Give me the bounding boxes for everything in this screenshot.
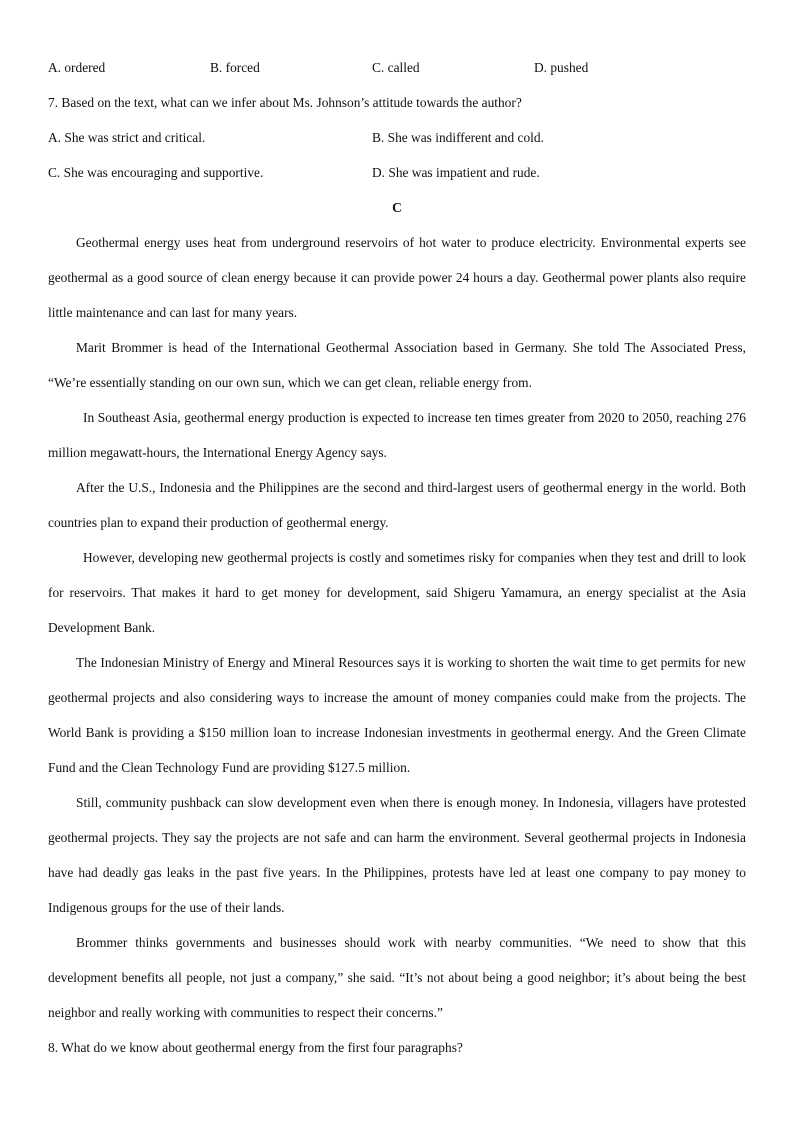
- q6-option-c: C. called: [372, 59, 420, 75]
- passage-paragraph: The Indonesian Ministry of Energy and Mineral Resources says it is working to shorten the wait time to get permits for new geothermal projects and also considering ways to increase the amount of money companies could make from the projects. The World Bank is providing a $150 million loan to increase Indonesian investments in geothermal energy. And the Green Climate Fund and the Clean Technology Fund are providing $127.5 million.: [48, 655, 746, 775]
- section-label: C: [392, 199, 402, 215]
- question-6-options: [48, 50, 746, 85]
- question-7-stem: 7. Based on the text, what can we infer about Ms. Johnson’s attitude towards the author?: [48, 94, 522, 110]
- q6-option-d: D. pushed: [534, 59, 589, 75]
- q7-option-a: A. She was strict and critical.: [48, 129, 206, 145]
- question-7-options-row-2: [48, 155, 746, 190]
- passage-paragraph: After the U.S., Indonesia and the Philippines are the second and third-largest users of geothermal energy in the world. Both countries plan to expand their production of geothermal energy.: [48, 480, 746, 530]
- question-7-options-row-1: [48, 120, 746, 155]
- document-page: [48, 50, 746, 1065]
- passage-paragraph: Geothermal energy uses heat from underground reservoirs of hot water to produce electricity. Environmental experts see geothermal as a good source of clean energy because it can provide power 24 hours a day. Geothermal power plants also require little maintenance and can last for many years.: [48, 235, 746, 320]
- passage-paragraph: In Southeast Asia, geothermal energy production is expected to increase ten times greater from 2020 to 2050, reaching 276 million megawatt-hours, the International Energy Agency says.: [48, 410, 746, 460]
- passage-paragraph: However, developing new geothermal projects is costly and sometimes risky for companies when they test and drill to look for reservoirs. That makes it hard to get money for development, said Shigeru Yamamura, an energy specialist at the Asia Development Bank.: [48, 550, 746, 635]
- q7-option-d: D. She was impatient and rude.: [372, 164, 540, 180]
- q6-option-b: B. forced: [210, 59, 260, 75]
- q7-option-b: B. She was indifferent and cold.: [372, 129, 544, 145]
- passage-paragraph: Marit Brommer is head of the International Geothermal Association based in Germany. She told The Associated Press, “We’re essentially standing on our own sun, which we can get clean, reliable energy from.: [48, 340, 746, 390]
- q7-option-c: C. She was encouraging and supportive.: [48, 164, 264, 180]
- passage-paragraph: Still, community pushback can slow development even when there is enough money. In Indonesia, villagers have protested geothermal projects. They say the projects are not safe and can harm the environment. Several geothermal projects in Indonesia have had deadly gas leaks in the past five years. In the Philippines, protests have led at least one company to pay money to Indigenous groups for the use of their lands.: [48, 795, 746, 915]
- question-8-stem: 8. What do we know about geothermal energy from the first four paragraphs?: [48, 1039, 463, 1055]
- q6-option-a: A. ordered: [48, 59, 106, 75]
- passage-paragraph: Brommer thinks governments and businesses should work with nearby communities. “We need to show that this development benefits all people, not just a company,” she said. “It’s not about being a good neighbor; it’s about being the best neighbor and really working with communities to respect their concerns.”: [48, 935, 746, 1020]
